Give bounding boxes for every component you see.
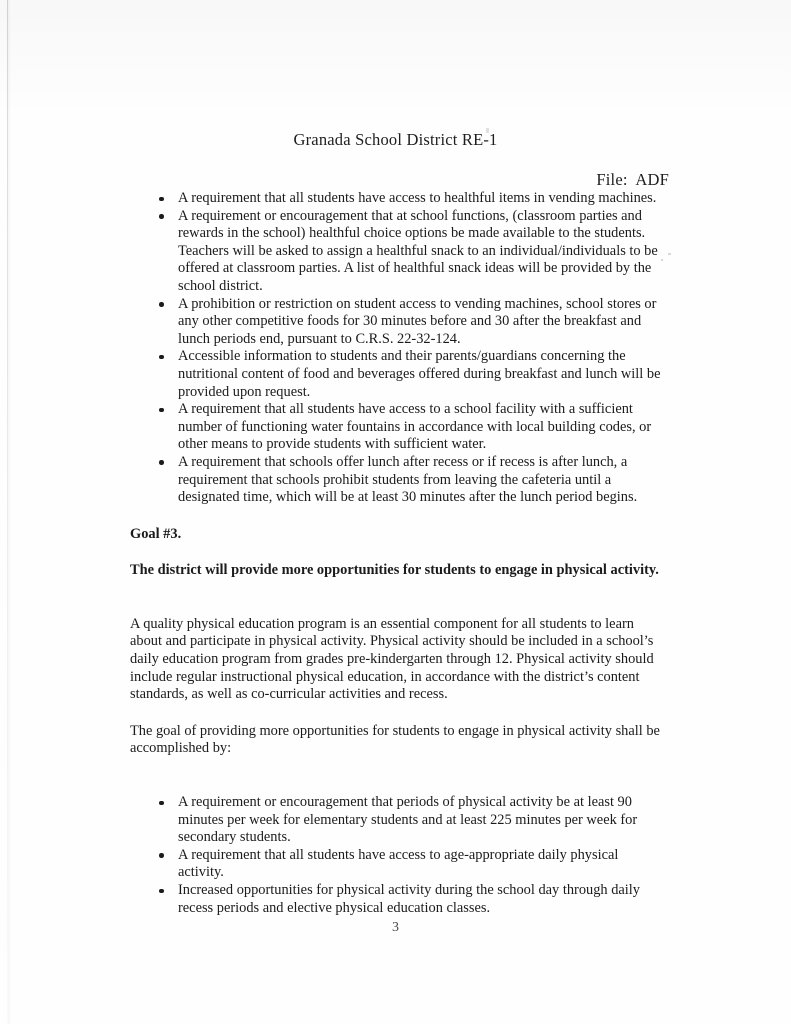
list-item-text: A requirement that all students have access to age-appropriate daily physical activity. — [178, 846, 619, 881]
spacer — [130, 543, 667, 562]
bullet-dot-icon — [159, 408, 164, 413]
paragraph-goal-accomplished-by: The goal of providing more opportunities for students to engage in physical activity shall be accomplished by: — [130, 722, 660, 757]
bottom-bullet-list — [130, 794, 667, 917]
list-item — [130, 348, 667, 401]
bullet-dot-icon — [159, 460, 164, 465]
scan-tint-artifact — [0, 0, 791, 120]
goal-heading: Goal #3. — [130, 525, 182, 542]
bullet-dot-icon — [159, 801, 164, 806]
bullet-dot-icon — [159, 889, 164, 894]
spacer — [130, 758, 667, 777]
bullet-dot-icon — [159, 355, 164, 360]
paragraph-physical-education-program: A quality physical education program is an essential component for all students to learn about and participate in physical activity. Physical activity should be included in a school’s daily education program from grades pre-kindergarten through 12. Physical activity should include regular instructional physical education, in accordance with the district’s content standards, as well as co-curricular activities and recess. — [130, 615, 654, 703]
top-bullet-list — [130, 190, 667, 507]
spacer — [130, 704, 667, 723]
bullet-dot-icon — [159, 853, 164, 858]
spacer — [130, 777, 667, 794]
bullet-dot-icon — [159, 214, 164, 219]
list-item — [130, 296, 667, 349]
list-item — [130, 208, 667, 296]
list-item — [130, 401, 667, 454]
scan-left-edge-artifact-secondary — [8, 0, 10, 1024]
list-item — [130, 882, 667, 917]
list-item-text: A requirement that all students have access to a school facility with a sufficient number of functioning water fountains in accordance with local building codes, or other means to provide students with sufficient water. — [178, 401, 652, 453]
list-item — [130, 190, 667, 208]
list-item — [130, 794, 667, 847]
list-item-text: A requirement that all students have access to healthful items in vending machines. — [178, 190, 657, 206]
list-item-text: A requirement or encouragement that periods of physical activity be at least 90 minutes per week for elementary students and at least 225 minutes per week for secondary students. — [178, 794, 638, 846]
bullet-dot-icon — [159, 302, 164, 307]
list-item-text: Increased opportunities for physical activity during the school day through daily recess periods and elective physical education classes. — [178, 882, 640, 916]
spacer — [130, 599, 667, 616]
list-item-text: A prohibition or restriction on student access to vending machines, school stores or any other competitive foods for 30 minutes before and 30 after the breakfast and lunch periods end, pursuant to C.R.S. 22-32-124. — [178, 295, 657, 347]
goal-statement: The district will provide more opportunities for students to engage in physical activity. — [130, 562, 659, 579]
scan-speck-artifact — [668, 253, 671, 255]
list-item-text: A requirement that schools offer lunch after recess or if recess is after lunch, a requirement that schools prohibit students from leaving the cafeteria until a designated time, which will be at least 30 minutes after the lunch period begins. — [178, 453, 638, 506]
list-item — [130, 847, 667, 882]
spacer — [130, 580, 667, 599]
document-file-label: File: ADF — [596, 170, 669, 189]
document-header-title: Granada School District RE-1 — [293, 130, 498, 149]
list-item-text: Accessible information to students and their parents/guardians concerning the nutritional content of food and beverages offered during breakfast and lunch will be provided upon request. — [178, 348, 661, 400]
list-item-text: A requirement or encouragement that at school functions, (classroom parties and rewards in the school) healthful choice options be made available to the students. Teachers will be asked to assign a healthful snack to an individual/individuals to be offered at classroom parties. A list of healthful snack ideas will be provided by the school district. — [178, 207, 658, 294]
bullet-dot-icon — [159, 197, 164, 202]
document-body-column — [130, 190, 667, 917]
spacer — [130, 507, 667, 526]
page-number: 3 — [392, 920, 399, 935]
list-item — [130, 454, 667, 507]
